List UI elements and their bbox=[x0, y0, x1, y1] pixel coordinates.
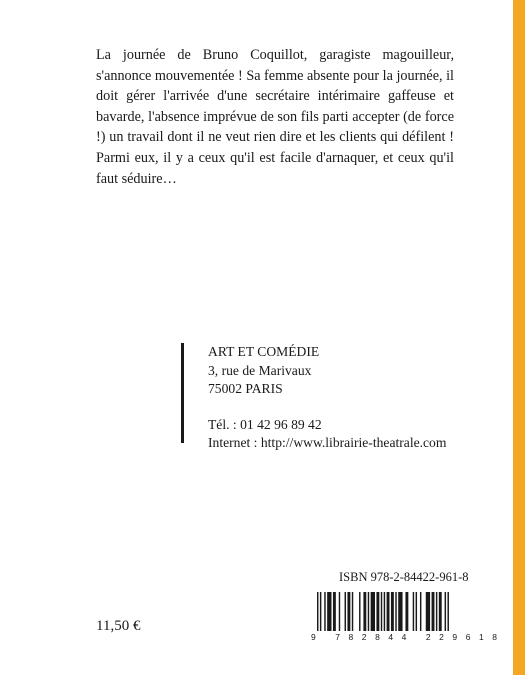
barcode-bar bbox=[345, 592, 346, 631]
barcode-bar bbox=[317, 592, 318, 631]
barcode-bar bbox=[352, 592, 353, 631]
barcode-bar bbox=[384, 592, 385, 631]
orange-edge-band bbox=[513, 0, 525, 675]
barcode-bar bbox=[368, 592, 369, 631]
publisher-name: ART ET COMÉDIE bbox=[208, 344, 320, 359]
barcode-bar bbox=[426, 592, 430, 631]
publisher-street: 3, rue de Marivaux bbox=[208, 362, 312, 378]
barcode-bar bbox=[376, 592, 379, 631]
barcode-bar bbox=[436, 592, 437, 631]
barcode-bar bbox=[398, 592, 402, 631]
barcode-bar bbox=[405, 592, 408, 631]
publisher-website: Internet : http://www.librairie-theatrale.com bbox=[208, 435, 447, 450]
barcode-bar bbox=[320, 592, 321, 631]
barcode-bar bbox=[327, 592, 331, 631]
barcode-bar bbox=[339, 592, 340, 631]
barcode-bar bbox=[420, 592, 421, 631]
barcode-bar bbox=[395, 592, 396, 631]
barcode-bar bbox=[359, 592, 360, 631]
barcode-digits: 9 782844 229618 bbox=[311, 632, 497, 642]
barcode-bar bbox=[439, 592, 442, 631]
price-label: 11,50 € bbox=[96, 618, 141, 634]
barcode-bar bbox=[432, 592, 435, 631]
publisher-city: 75002 PARIS bbox=[208, 381, 283, 396]
barcode-bar bbox=[413, 592, 414, 631]
barcode-bar bbox=[363, 592, 366, 631]
barcode-bar bbox=[445, 592, 446, 631]
publisher-phone: Tél. : 01 42 96 89 42 bbox=[208, 416, 322, 432]
barcode-bar bbox=[391, 592, 394, 631]
spacer bbox=[208, 399, 446, 416]
barcode-bar bbox=[333, 592, 336, 631]
barcode-bars bbox=[317, 592, 449, 631]
back-cover-blurb: La journée de Bruno Coquillot, garagiste magouilleur, s'annonce mouvementée ! Sa femme absente pour la journée, il doit gérer l'arrivée d'une secrétaire intérimaire gaffeuse et bavarde, l'absence imprévue de son fils parti accepter (de force !) un travail dont il ne veut rien dire et les clients qui défilent ! Parmi eux, il y a ceux qu'il est facile d'arnaquer, et ceux qu'il faut séduire… bbox=[96, 47, 454, 187]
publisher-block bbox=[181, 343, 447, 450]
barcode-bar bbox=[324, 592, 325, 631]
barcode-bar bbox=[381, 592, 382, 631]
barcode-bar bbox=[416, 592, 417, 631]
barcode-bar bbox=[371, 592, 375, 631]
isbn-label: ISBN 978-2-84422-961-8 bbox=[339, 570, 469, 584]
isbn-barcode bbox=[311, 592, 499, 642]
barcode-bar bbox=[347, 592, 350, 631]
barcode-bar bbox=[387, 592, 390, 631]
barcode-bar bbox=[448, 592, 449, 631]
